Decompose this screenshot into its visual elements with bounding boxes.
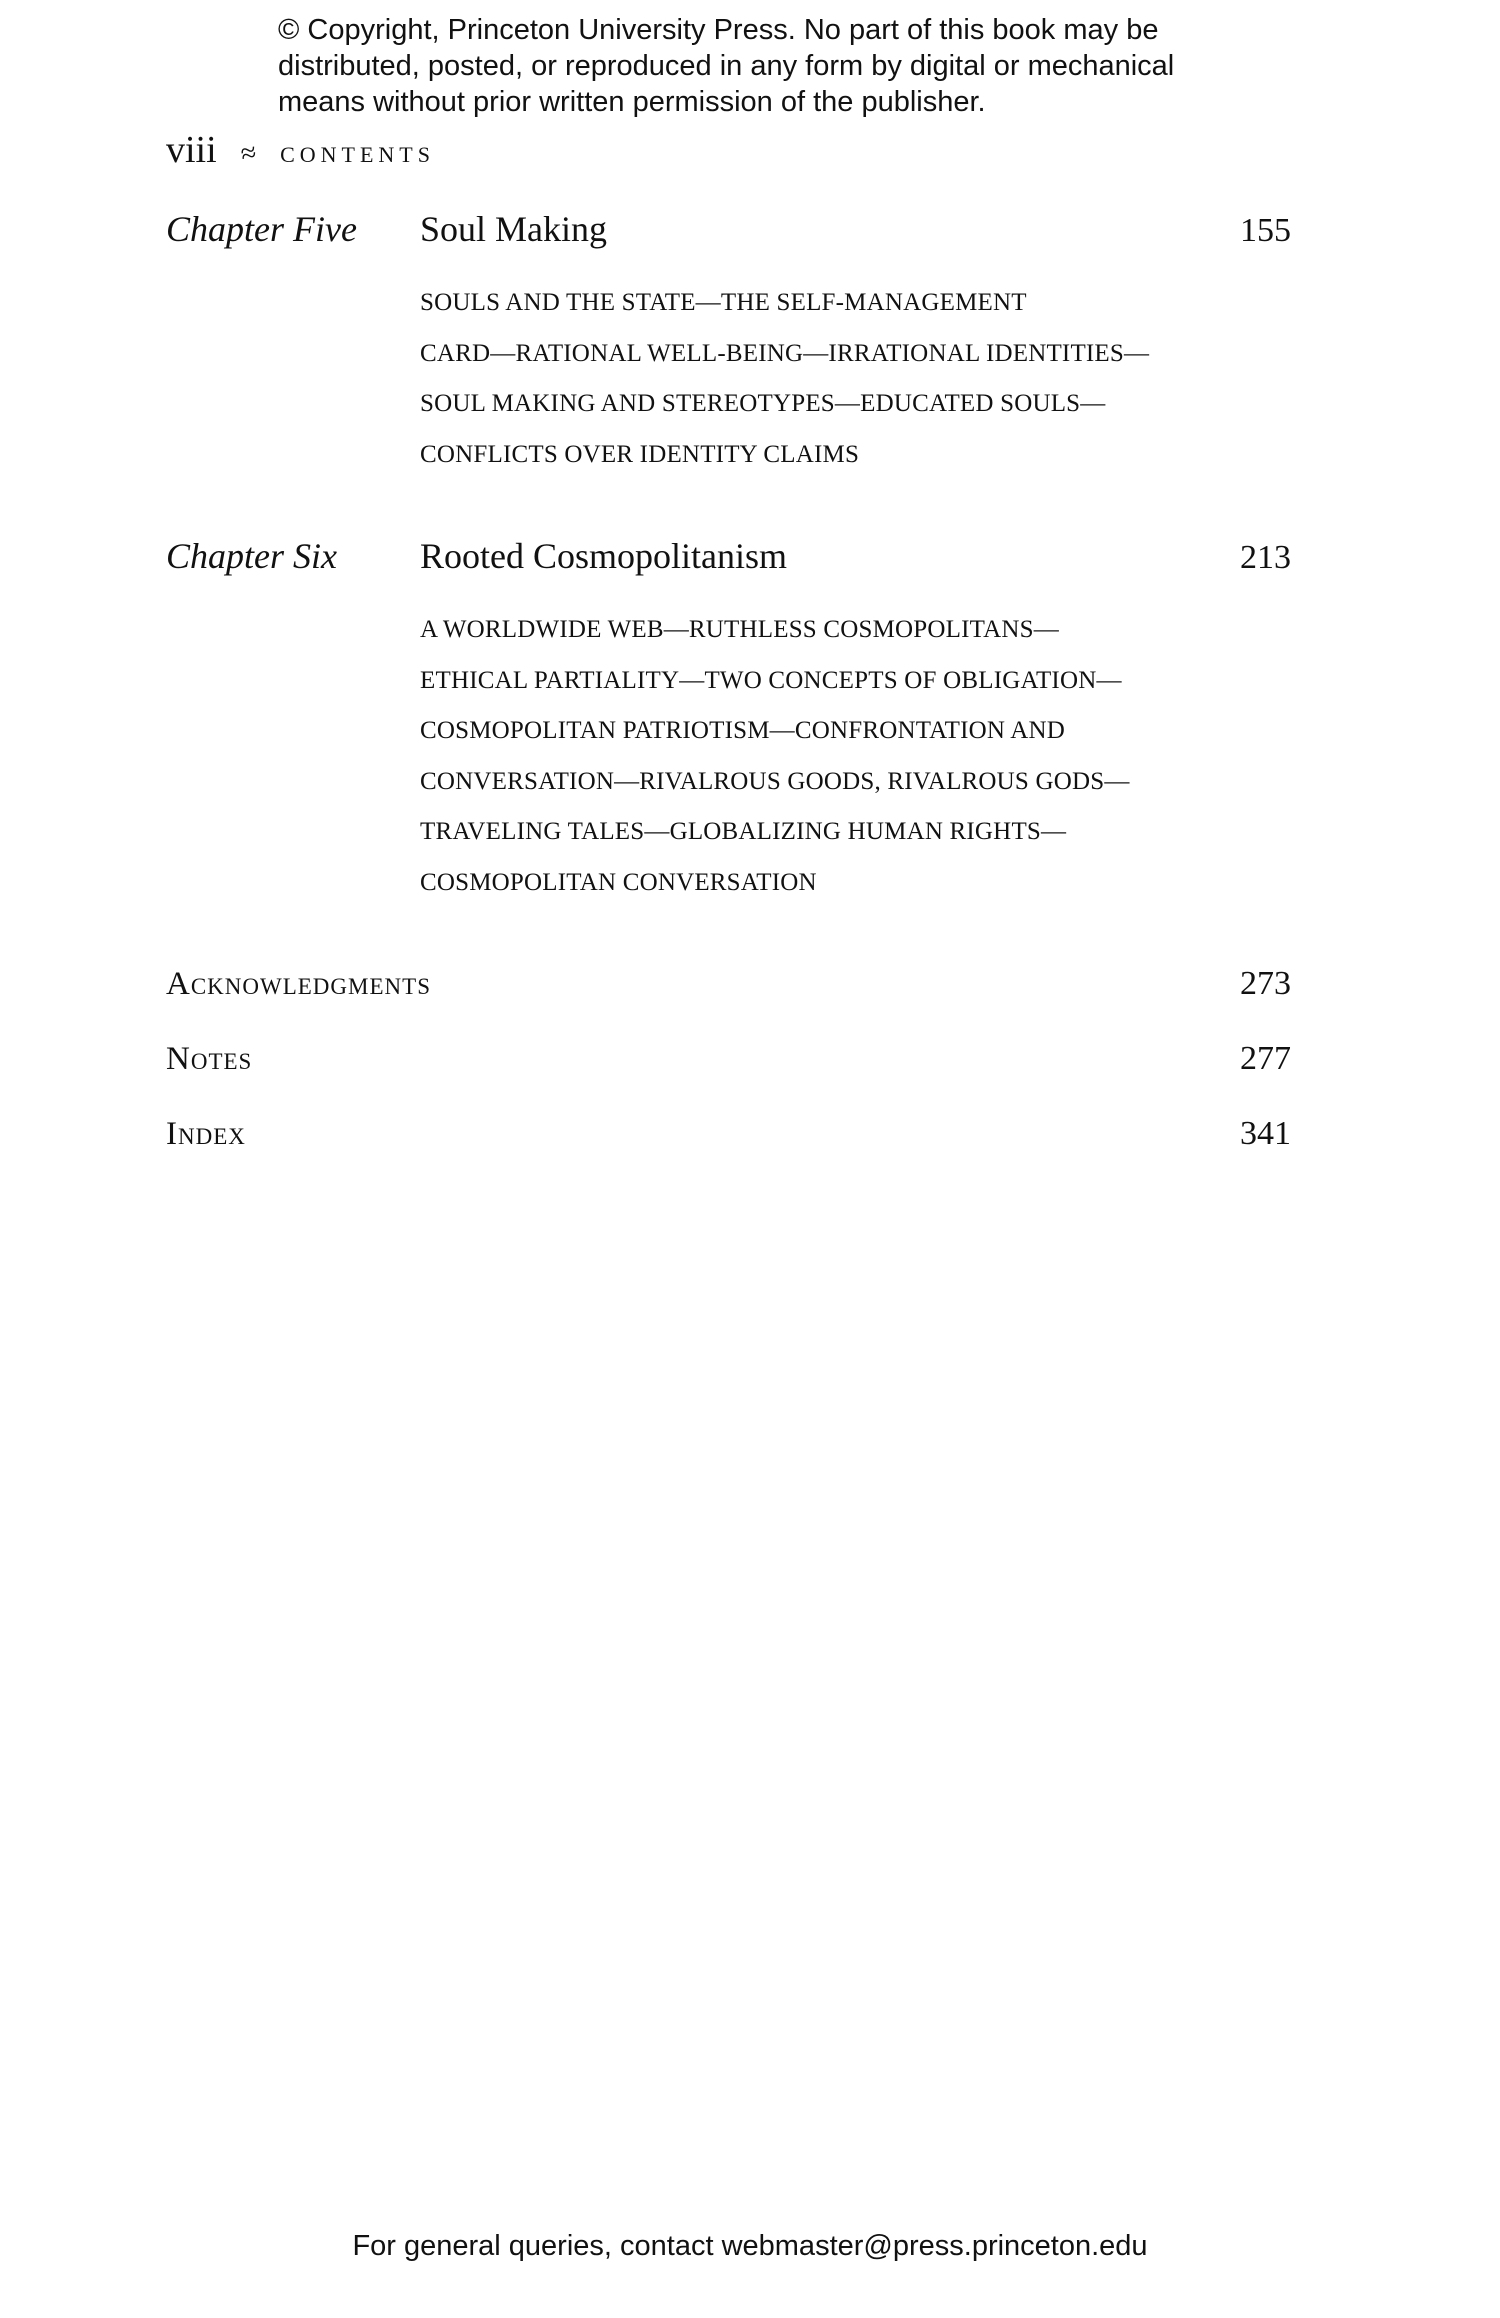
page-number: viii (166, 129, 217, 171)
toc-index[interactable] (166, 1115, 1291, 1190)
topic-line: A WORLDWIDE WEB—RUTHLESS COSMOPOLITANS— (420, 616, 1059, 643)
topic-line: SOULS AND THE STATE—THE SELF-MANAGEMENT (420, 289, 1027, 316)
topic-line: TRAVELING TALES—GLOBALIZING HUMAN RIGHTS— (420, 818, 1067, 845)
chapter-page: 155 (1240, 212, 1291, 249)
chapter-label: Chapter Five (166, 209, 357, 249)
ornament-icon: ≈ (238, 136, 259, 171)
copyright-notice (278, 12, 1258, 120)
chapter-label: Chapter Six (166, 536, 337, 576)
footer-contact: For general queries, contact webmaster@press.princeton.edu (352, 2230, 1148, 2262)
back-matter (166, 965, 1291, 1190)
topic-line: CARD—RATIONAL WELL-BEING—IRRATIONAL IDENTITIES— (420, 339, 1150, 367)
entry-label: Index (166, 1116, 246, 1152)
chapter-row[interactable] (166, 535, 1291, 577)
entry-page: 277 (1240, 1040, 1291, 1077)
chapter-row[interactable] (166, 208, 1291, 250)
toc-chapter-five (166, 208, 1291, 480)
topic-line: CONVERSATION—RIVALROUS GOODS, RIVALROUS GODS— (420, 767, 1130, 795)
entry-label: Acknowledgments (166, 966, 431, 1002)
chapter-topics (420, 278, 1291, 480)
topic-line: COSMOPOLITAN PATRIOTISM—CONFRONTATION AND (420, 717, 1066, 744)
chapter-page: 213 (1240, 539, 1291, 576)
copyright-line: means without prior written permission of the publisher. (278, 86, 986, 118)
toc-chapter-six (166, 535, 1291, 908)
toc-notes[interactable] (166, 1040, 1291, 1115)
toc-acknowledgments[interactable] (166, 965, 1291, 1040)
copyright-line: © Copyright, Princeton University Press. No part of this book may be (278, 14, 1159, 46)
copyright-line: distributed, posted, or reproduced in any form by digital or mechanical (278, 50, 1175, 82)
running-head-title: CONTENTS (280, 142, 435, 167)
topic-line: COSMOPOLITAN CONVERSATION (420, 868, 817, 896)
chapter-title: Rooted Cosmopolitanism (420, 536, 788, 576)
entry-page: 341 (1240, 1115, 1291, 1152)
entry-label: Notes (166, 1041, 253, 1077)
chapter-topics (420, 605, 1291, 908)
running-head (166, 128, 435, 172)
topic-line: SOUL MAKING AND STEREOTYPES—EDUCATED SOULS— (420, 390, 1106, 417)
topic-line: CONFLICTS OVER IDENTITY CLAIMS (420, 440, 860, 468)
topic-line: ETHICAL PARTIALITY—TWO CONCEPTS OF OBLIGATION— (420, 666, 1122, 694)
entry-page: 273 (1240, 965, 1291, 1002)
chapter-title: Soul Making (420, 209, 608, 249)
